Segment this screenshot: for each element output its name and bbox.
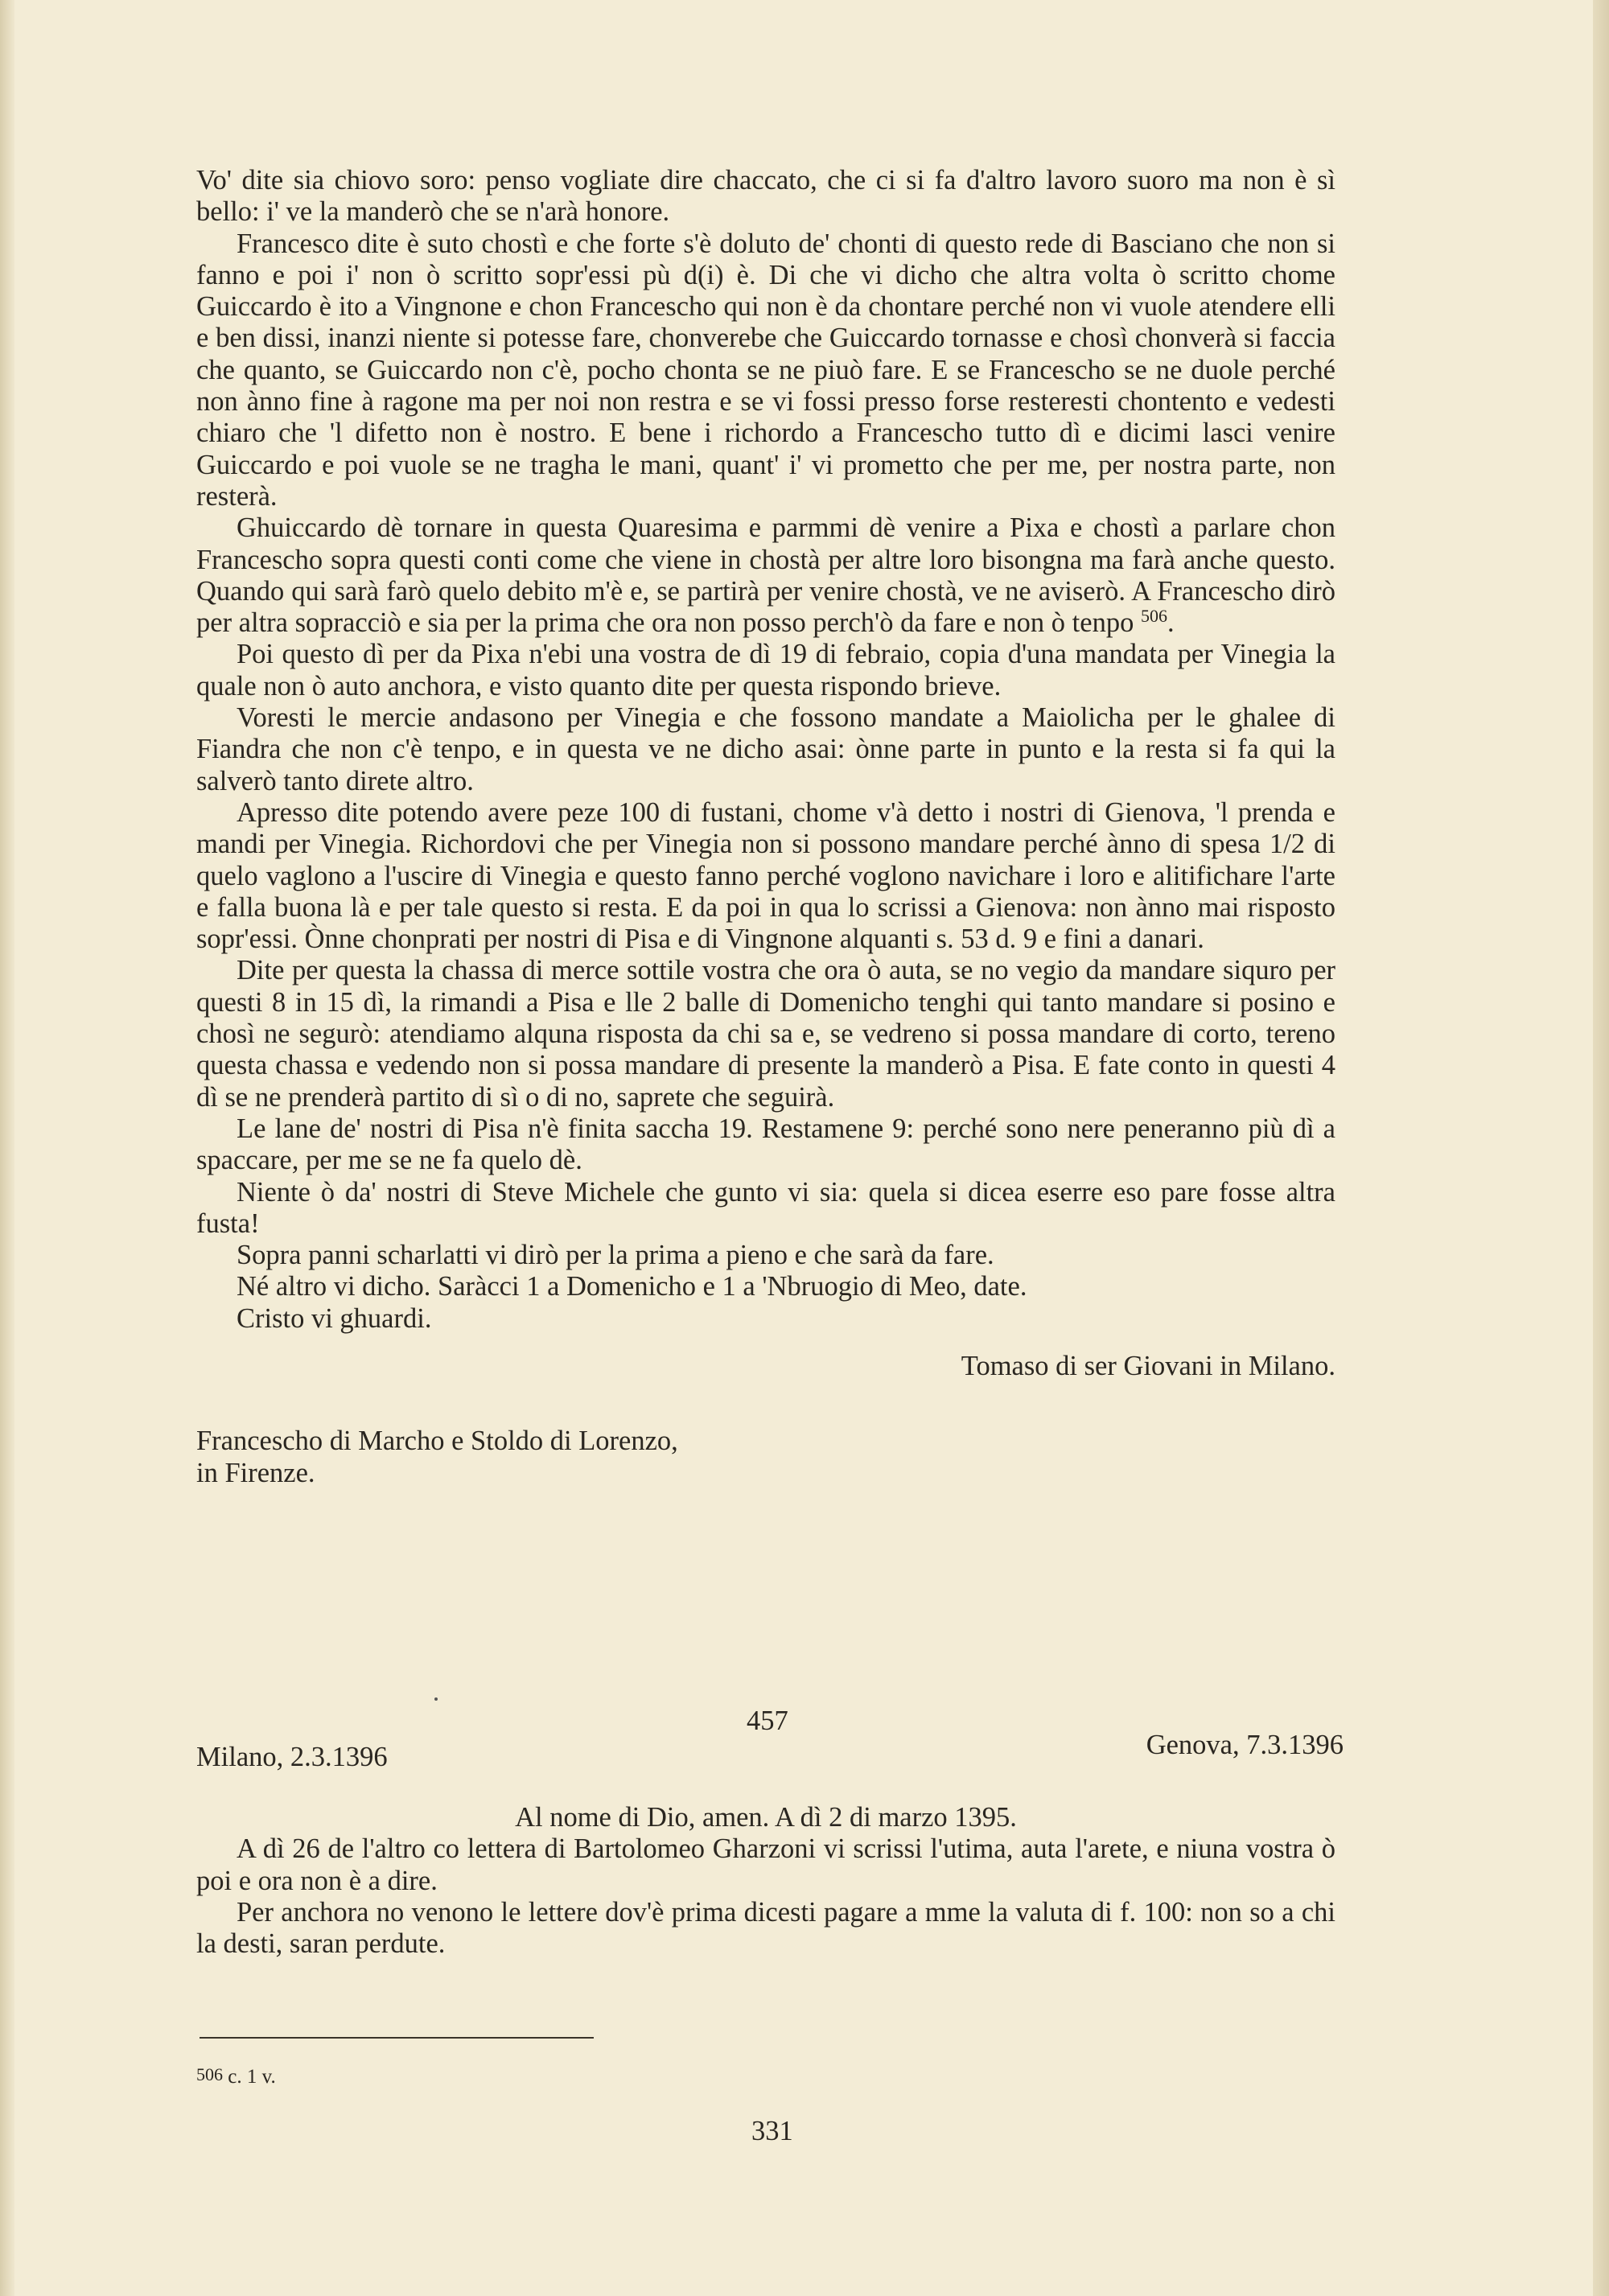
paragraph: Sopra panni scharlatti vi dirò per la prima a pieno e che sarà da fare. [237, 1240, 994, 1271]
page-number: 331 [751, 2116, 793, 2146]
paragraph: Niente ò da' nostri di Steve Michele che gunto vi sia: quela si dicea eserre eso pare fosse altra fusta! [196, 1176, 1335, 1239]
paragraph [196, 512, 1335, 639]
paragraph: Voresti le mercie andasono per Vinegia e che fossono mandate a Maiolicha per le ghalee di Fiandra che non c'è tenpo, e in questa ve ne dicho asai: ònne parte in punto e la resta si fa qui la salverò tanto direte altro. [196, 702, 1335, 796]
address-line: in Firenze. [196, 1457, 315, 1488]
paragraph: Per anchora no venono le lettere dov'è prima dicesti pagare a mme la valuta di f. 100: non so a chi la desti, saran perdute. [196, 1896, 1335, 1960]
letter-destination: Genova, 7.3.1396 [1146, 1730, 1344, 1760]
letter-456-body [196, 165, 1335, 1489]
footnote-marker: 506 [1140, 606, 1167, 627]
page-gutter-shadow [0, 0, 14, 2296]
paragraph: Cristo vi ghuardi. [237, 1302, 432, 1334]
letter-number: 457 [747, 1706, 788, 1736]
paragraph: Apresso dite potendo avere peze 100 di fustani, chome v'à detto i nostri di Gienova, 'l prenda e mandi per Vinegia. Richordovi che per Vinegia non si possono mandare perché ànno di spesa 1/2 di quelo vaglono a l'uscire di Vinegia e questo fanno perché voglono navichare i loro e alitifichare l'arte e falla buona là e per tale questo si resta. E da poi in qua lo scrissi a Gienova: non ànno mai risposto sopr'essi. Ònne chonprati per nostri di Pisa e di Vingnone alquanti s. 53 d. 9 e fini a danari. [196, 796, 1335, 955]
address-line: Francescho di Marcho e Stoldo di Lorenzo, [196, 1426, 678, 1457]
paragraph: A dì 26 de l'altro co lettera di Bartolomeo Gharzoni vi scrissi l'utima, auta l'arete, e niuna vostra ò poi e ora non è a dire. [196, 1833, 1335, 1896]
period: . [1167, 607, 1175, 639]
footnote-text: c. 1 v. [228, 2066, 276, 2088]
paragraph: Né altro vi dicho. Saràcci 1 a Domenicho e 1 a 'Nbruogio di Meo, date. [237, 1271, 1027, 1302]
page-edge [1593, 0, 1609, 2296]
ink-speck [434, 1697, 438, 1701]
footnote [196, 2066, 276, 2088]
letter-457-body [196, 1802, 1335, 1960]
footnote-number: 506 [196, 2064, 223, 2084]
paragraph-text: Ghuiccardo dè tornare in questa Quaresima e parmmi dè venire a Pixa e chostì a parlare chon Francescho sopra questi conti come che viene in chostà per altre loro bisongna ma farà anche questo. Quando qui sarà farò quelo debito m'è e, se partirà per venire chostà, ve ne aviserò. A Francescho dirò per altra sopracciò e sia per la prima che ora non posso perch'ò da fare e non ò tenpo [196, 512, 1335, 639]
paragraph: Francesco dite è suto chostì e che forte s'è doluto de' chonti di questo rede di Basciano che non si fanno e poi i' non ò scritto sopr'essi pù d(i) è. Di che vi dicho che altra volta ò scritto chome Guiccardo è ito a Vingnone e chon Franceschо qui non è da chontare perché non vi vuole atendere elli e ben dissi, inanzi niente si potesse fare, chonverebe che Guiccardo tornasse e chosì chonverà si faccia che quanto, se Guiccardo non c'è, pocho chonta se ne piuò fare. E se Francescho se ne duole perché non ànno fine à ragone ma per noi non restra e se vi fossi presso forse resteresti chontento e vedesti chiaro che 'l difetto non è nostro. E bene i richordo a Francescho tutto dì e dicimi lasci venire Guiccardo e poi vuole se ne tragha le mani, quant' i' vi prometto che per me, per nostra parte, non resterà. [196, 228, 1335, 512]
paragraph: Vo' dite sia chiovo soro: penso vogliate dire chaccato, che ci si fa d'altro lavoro suoro ma non è sì bello: i' ve la manderò che se n'arà honore. [196, 165, 1335, 228]
letter-origin: Milano, 2.3.1396 [196, 1742, 388, 1772]
invocation: Al nome di Dio, amen. A dì 2 di marzo 1395. [515, 1802, 1017, 1833]
signature: Tomaso di ser Giovani in Milano. [961, 1350, 1335, 1381]
paragraph: Dite per questa la chassa di merce sottile vostra che ora ò auta, se no vegio da mandare siquro per questi 8 in 15 dì, la rimandi a Pisa e lle 2 balle di Domenicho tenghi qui tanto mandare si posino e chosì ne segurò: atendiamo alquna risposta da chi sa e, se vedreno si possa mandare di corto, tereno questa chassa e vedendo non si possa mandare di presente la manderò a Pisa. E fate conto in questi 4 dì se ne prenderà partito di sì o di no, saprete che seguirà. [196, 955, 1335, 1113]
paragraph: Le lane de' nostri di Pisa n'è finita saccha 19. Restamene 9: perché sono nere peneranno più dì a spaccare, per me se ne fa quelo dè. [196, 1113, 1335, 1176]
footnote-divider [200, 2037, 594, 2039]
paragraph: Poi questo dì per da Pixa n'ebi una vostra de dì 19 di febraio, copia d'una mandata per Vinegia la quale non ò auto anchora, e visto quanto dite per questa rispondo brieve. [196, 639, 1335, 702]
